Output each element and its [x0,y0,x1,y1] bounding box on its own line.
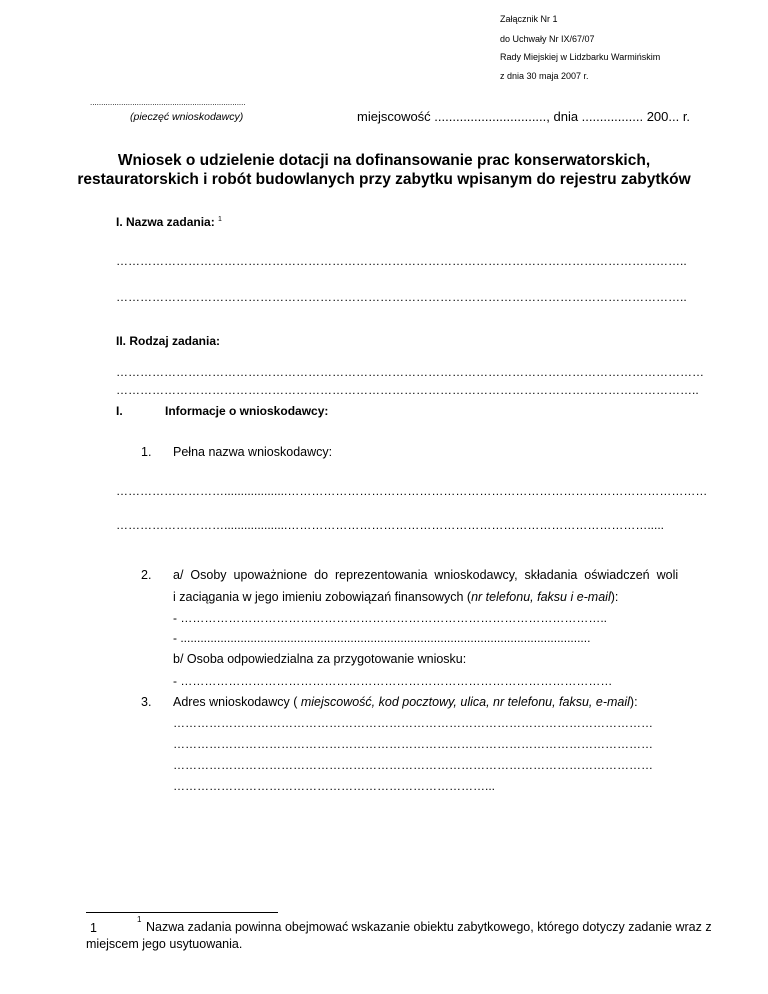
section-2-heading: II. Rodzaj zadania: [116,334,221,348]
item-3-label-post: ): [629,695,638,709]
item-1-number: 1. [141,445,152,459]
section-3-heading: Informacje o wnioskodawcy: [165,404,329,418]
item-3-field-line-1[interactable]: ………………………………………………………………………………………………………… [173,716,653,730]
annex-line-4: z dnia 30 maja 2007 r. [500,71,589,81]
item-2-text-b: b/ Osoba odpowiedzialna za przygotowanie wniosku: [173,652,467,666]
section-1-field-line-2[interactable]: …………………………………………………………………………………………………………………………….. [116,290,687,304]
footnote-ref: 1 [218,216,222,223]
section-2-field-line-2[interactable]: ……………………………………………………………………………………………………………………………….. [116,383,699,397]
item-2-text-a-line-2-italic: nr telefonu, faksu i e-mail [471,590,611,604]
stamp-label: (pieczęć wnioskodawcy) [130,111,244,123]
annex-line-1: Załącznik Nr 1 [500,14,558,24]
section-2-field-line-1[interactable]: ………………………………………………………………………………………………………………………………… [116,365,704,379]
item-2-text-a-line-2-post: ): [610,590,619,604]
stamp-dots: ...................................................................... [90,98,246,107]
item-2-text-a-line-1-text: a/ Osoby upoważnione do reprezentowania wnioskodawcy, składania oświadczeń woli [173,568,679,582]
item-1-field-line-2[interactable]: ………………………...................………………………………………………………………………………..... [116,518,665,532]
footnote-number: 1 [90,921,97,935]
place-date-line: miejscowość ..............................., dnia ................. 200... r. [357,109,691,124]
item-3-field-line-2[interactable]: ………………………………………………………………………………………………………… [173,737,653,751]
document-title-line-2: restauratorskich i robót budowlanych przy zabytku wpisanym do rejestru zabytków [77,171,691,188]
item-2-dash-line-2[interactable]: - ........................................................................................................................... [173,631,591,645]
item-2-number: 2. [141,568,152,582]
item-2-text-a-line-2 [173,590,618,604]
item-1-field-line-1[interactable]: ………………………...................…………………………………………………………………………………………… [116,484,708,498]
document-title-line-1: Wniosek o udzielenie dotacji na dofinansowanie prac konserwatorskich, [117,152,651,169]
item-2-text-a-line-1 [173,568,707,582]
annex-line-2: do Uchwały Nr IX/67/07 [500,34,595,44]
item-2-text-a-line-2-pre: i zaciągania w jego imieniu zobowiązań finansowych ( [173,590,472,604]
section-1-heading [116,215,222,229]
footnote-text-line-1: Nazwa zadania powinna obejmować wskazanie obiektu zabytkowego, którego dotyczy zadanie wraz z [146,920,712,934]
item-1-label: Pełna nazwa wnioskodawcy: [173,445,333,459]
item-3-label-italic: miejscowość, kod pocztowy, ulica, nr telefonu, faksu, e-mail [300,695,630,709]
item-2-dash-line-3[interactable]: - ……………………………………………………………………………………………… [173,674,613,688]
footnote-separator [86,912,278,913]
section-1-field-line-1[interactable]: …………………………………………………………………………………………………………………………….. [116,254,687,268]
section-1-heading-text: I. Nazwa zadania: [116,215,215,229]
item-3-field-line-4[interactable]: ……………………………………………………………………... [173,779,496,793]
item-3-label [173,695,638,709]
item-3-label-pre: Adres wnioskodawcy ( [173,695,301,709]
footnote-superscript: 1 [137,915,142,924]
item-2-dash-line-1[interactable]: - …………………………………………………………………………………………….. [173,611,607,625]
annex-line-3: Rady Miejskiej w Lidzbarku Warmińskim [500,52,661,62]
section-3-number: I. [116,404,123,418]
footnote-text-line-2: miejscem jego usytuowania. [86,937,243,951]
item-3-field-line-3[interactable]: ………………………………………………………………………………………………………… [173,758,653,772]
item-3-number: 3. [141,695,152,709]
